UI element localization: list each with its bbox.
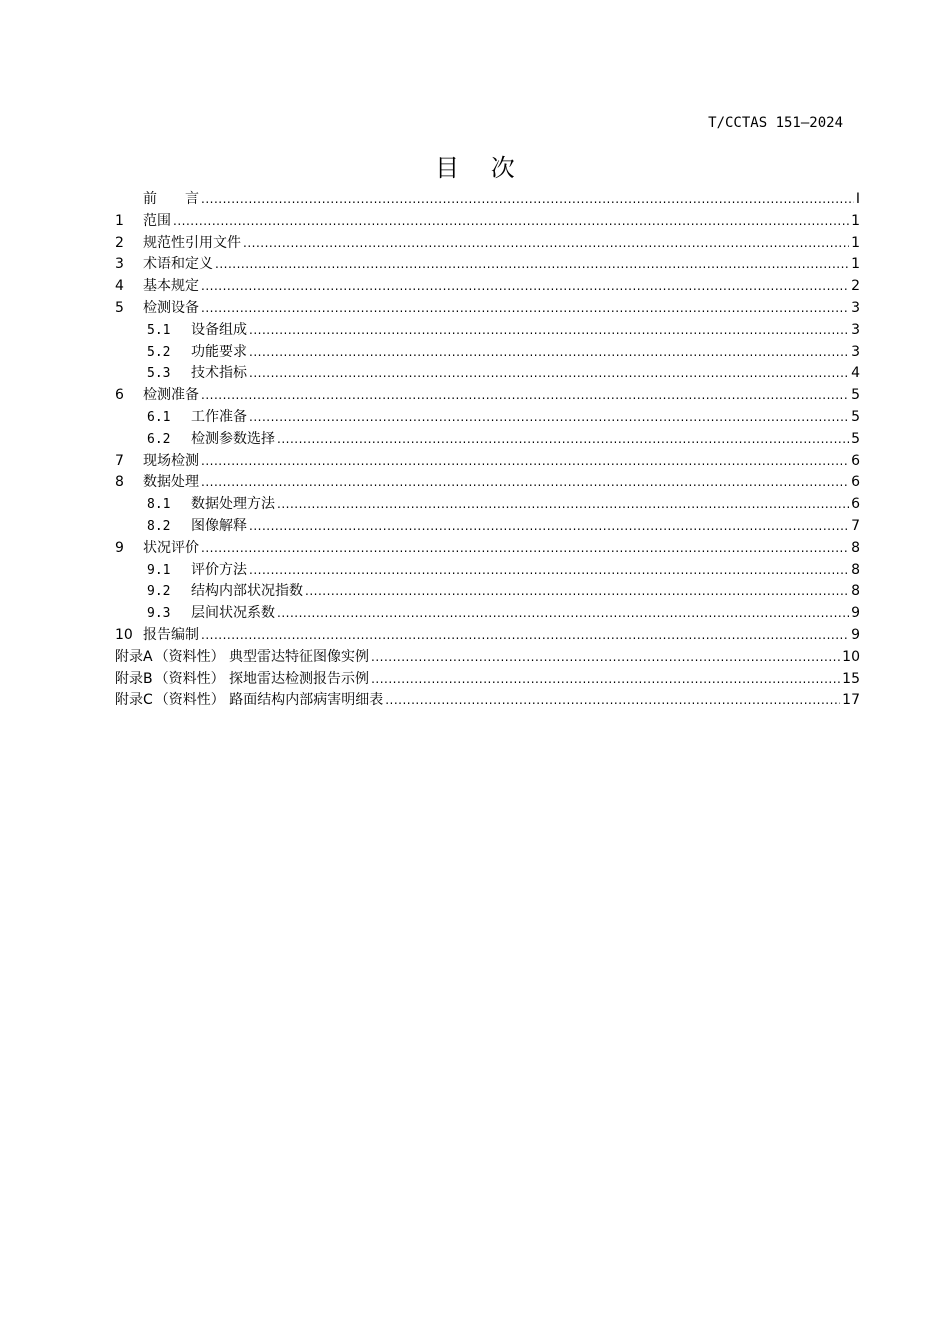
toc-entry-8-2[interactable]: [115, 516, 860, 538]
toc-entry-label: 规范性引用文件: [143, 234, 241, 251]
toc-entry-label: 数据处理方法: [191, 496, 275, 513]
toc-entry-5[interactable]: [115, 298, 860, 320]
toc-entry-number: 2: [115, 234, 124, 251]
toc-leader-dots: [249, 363, 849, 385]
toc-entry-number: 5.3: [147, 366, 171, 382]
toc-entry-label: （资料性） 典型雷达特征图像实例: [154, 648, 370, 665]
toc-entry-number: 9: [115, 539, 124, 556]
toc-leader-dots: [249, 407, 849, 429]
toc-entry-label: 基本规定: [143, 278, 199, 295]
toc-entry-9-1[interactable]: [115, 560, 860, 582]
toc-entry-label: 状况评价: [143, 539, 199, 556]
toc-entry-page: 1: [851, 234, 860, 251]
toc-entry-9[interactable]: [115, 538, 860, 560]
toc-leader-dots: [215, 254, 849, 276]
toc-entry-number: 1: [115, 212, 124, 229]
toc-leader-dots: [277, 603, 849, 625]
toc-entry-label: 图像解释: [191, 517, 247, 534]
toc-leader-dots: [201, 385, 849, 407]
toc-leader-dots: [243, 233, 849, 255]
toc-leader-dots: [305, 581, 849, 603]
toc-entry-number: 附录A: [115, 648, 153, 665]
toc-entry-1[interactable]: [115, 211, 860, 233]
toc-entry-label: 术语和定义: [143, 256, 213, 273]
toc-entry-page: 5: [851, 408, 860, 425]
toc-entry-number: 8.1: [147, 497, 171, 513]
toc-entry-6-1[interactable]: [115, 407, 860, 429]
toc-entry-label: 检测参数选择: [191, 430, 275, 447]
toc-leader-dots: [201, 472, 849, 494]
toc-entry-number: 6.1: [147, 409, 171, 425]
toc-entry-10[interactable]: [115, 625, 860, 647]
toc-leader-dots: [371, 669, 840, 691]
toc-entry-3[interactable]: [115, 254, 860, 276]
toc-entry-page: 2: [851, 278, 860, 295]
toc-entry-6-2[interactable]: [115, 429, 860, 451]
toc-leader-dots: [371, 647, 840, 669]
toc-entry-number: 8: [115, 474, 124, 491]
toc-entry-page: 7: [851, 517, 860, 534]
toc-entry-label: 检测设备: [143, 299, 199, 316]
toc-entry-number: 8.2: [147, 518, 171, 534]
toc-entry-page: 5: [851, 430, 860, 447]
toc-entry-number: 5: [115, 299, 124, 316]
toc-entry-label: 层间状况系数: [191, 605, 275, 622]
toc-entry-9-3[interactable]: [115, 603, 860, 625]
toc-entry-5-3[interactable]: [115, 363, 860, 385]
document-code: T/CCTAS 151—2024: [708, 115, 843, 131]
toc-entry-label: 工作准备: [191, 408, 247, 425]
toc-entry-page: 10: [842, 648, 860, 665]
toc-entry-number: 10: [115, 626, 133, 643]
toc-leader-dots: [201, 625, 849, 647]
toc-entry-page: 5: [851, 387, 860, 404]
toc-entry-2[interactable]: [115, 233, 860, 255]
toc-list: [115, 189, 860, 712]
toc-entry-page: 6: [851, 452, 860, 469]
toc-entry-page: 6: [851, 496, 860, 513]
toc-entry-number: 附录B: [115, 670, 153, 687]
toc-leader-dots: [201, 451, 849, 473]
toc-entry-number: 3: [115, 256, 124, 273]
toc-entry-label: 前 言: [143, 191, 199, 207]
toc-entry-page: 6: [851, 474, 860, 491]
toc-entry-page: 8: [851, 539, 860, 556]
toc-entry-5-1[interactable]: [115, 320, 860, 342]
toc-entry-page: I: [855, 191, 860, 207]
toc-leader-dots: [385, 690, 840, 712]
toc-title: 目 次: [435, 154, 527, 182]
toc-entry-6[interactable]: [115, 385, 860, 407]
toc-leader-dots: [277, 429, 849, 451]
toc-entry-page: 3: [851, 299, 860, 316]
toc-leader-dots: [249, 320, 849, 342]
toc-entry-label: 技术指标: [191, 365, 247, 382]
toc-entry-page: 17: [842, 692, 860, 709]
toc-entry-9-2[interactable]: [115, 581, 860, 603]
toc-entry-number: 6: [115, 387, 124, 404]
toc-leader-dots: [249, 342, 849, 364]
toc-leader-dots: [249, 560, 849, 582]
toc-leader-dots: [201, 538, 849, 560]
toc-entry-7[interactable]: [115, 451, 860, 473]
toc-leader-dots: [277, 494, 849, 516]
toc-entry-label: 功能要求: [191, 343, 247, 360]
toc-entry-label: 检测准备: [143, 387, 199, 404]
toc-entry-page: 8: [851, 561, 860, 578]
toc-entry-number: 附录C: [115, 692, 153, 709]
toc-entry-8-1[interactable]: [115, 494, 860, 516]
toc-entry-label: 结构内部状况指数: [191, 583, 303, 600]
toc-entry-page: 3: [851, 343, 860, 360]
toc-entry-appendix-a[interactable]: [115, 647, 860, 669]
toc-entry-label: 现场检测: [143, 452, 199, 469]
toc-entry-label: 数据处理: [143, 474, 199, 491]
toc-entry-number: 9.3: [147, 606, 171, 622]
toc-entry-label: （资料性） 探地雷达检测报告示例: [154, 670, 370, 687]
toc-entry-page: 4: [851, 365, 860, 382]
toc-entry-number: 5.2: [147, 344, 171, 360]
toc-entry-foreword[interactable]: [115, 189, 860, 211]
toc-entry-number: 9.1: [147, 562, 171, 578]
toc-entry-number: 7: [115, 452, 124, 469]
toc-entry-number: 9.2: [147, 584, 171, 600]
toc-entry-page: 8: [851, 583, 860, 600]
toc-entry-4[interactable]: [115, 276, 860, 298]
toc-entry-label: 报告编制: [143, 626, 199, 643]
toc-entry-page: 9: [851, 605, 860, 622]
toc-entry-label: 评价方法: [191, 561, 247, 578]
toc-entry-appendix-b[interactable]: [115, 669, 860, 691]
toc-entry-page: 1: [851, 256, 860, 273]
toc-entry-page: 9: [851, 626, 860, 643]
toc-leader-dots: [201, 189, 854, 211]
toc-entry-page: 1: [851, 212, 860, 229]
toc-entry-number: 5.1: [147, 322, 171, 338]
toc-entry-number: 4: [115, 278, 124, 295]
toc-leader-dots: [201, 276, 849, 298]
toc-entry-label: （资料性） 路面结构内部病害明细表: [154, 692, 384, 709]
toc-entry-label: 范围: [143, 212, 171, 229]
toc-entry-5-2[interactable]: [115, 342, 860, 364]
toc-leader-dots: [201, 298, 849, 320]
toc-entry-label: 设备组成: [191, 321, 247, 338]
toc-entry-appendix-c[interactable]: [115, 690, 860, 712]
toc-entry-page: 15: [842, 670, 860, 687]
toc-entry-number: 6.2: [147, 431, 171, 447]
toc-leader-dots: [173, 211, 849, 233]
toc-entry-8[interactable]: [115, 472, 860, 494]
toc-entry-page: 3: [851, 321, 860, 338]
toc-leader-dots: [249, 516, 849, 538]
